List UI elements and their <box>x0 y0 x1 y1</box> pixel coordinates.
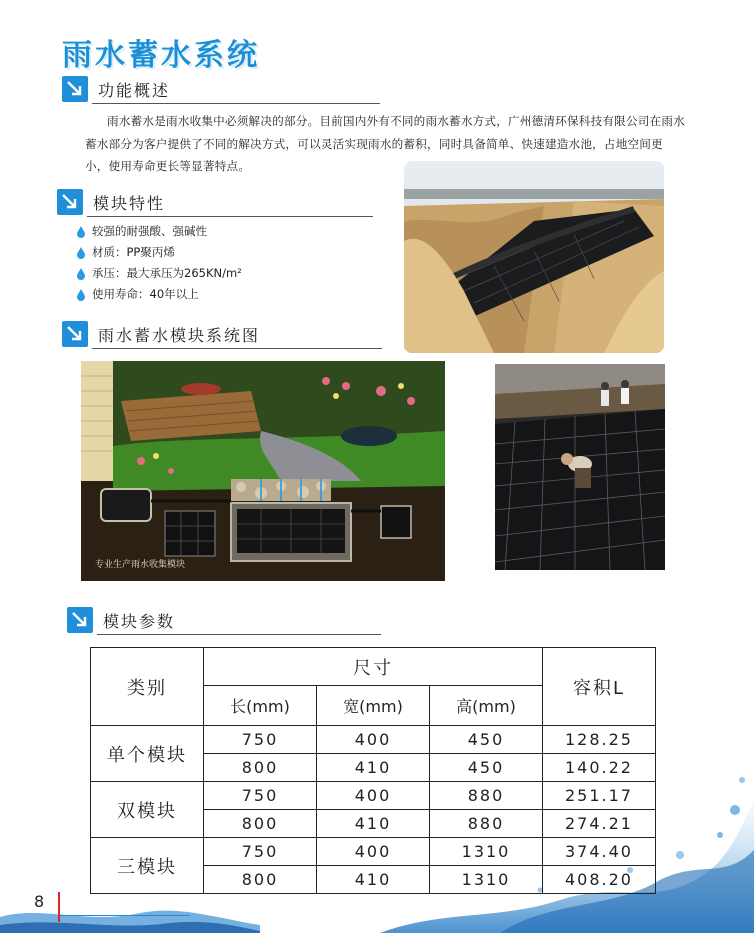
section-title: 雨水蓄水模块系统图 <box>98 326 261 345</box>
arrow-icon <box>62 76 88 102</box>
section-header-overview <box>62 76 380 104</box>
group-name: 单个模块 <box>91 726 204 782</box>
cell-height: 880 <box>430 782 543 810</box>
arrow-icon <box>67 607 93 633</box>
header-volume: 容积L <box>543 648 656 726</box>
section-header-diagram <box>62 321 382 349</box>
arrow-icon <box>62 321 88 347</box>
section-header-features <box>57 189 373 217</box>
cell-width: 410 <box>317 754 430 782</box>
cell-width: 400 <box>317 782 430 810</box>
header-height: 高(mm) <box>430 686 543 726</box>
water-drop-icon <box>76 268 86 280</box>
trench-installation-photo <box>404 161 664 353</box>
header-width: 宽(mm) <box>317 686 430 726</box>
group-name: 三模块 <box>91 838 204 894</box>
arrow-icon <box>57 189 83 215</box>
group-name: 双模块 <box>91 782 204 838</box>
cell-height: 880 <box>430 810 543 838</box>
cell-volume: 408.20 <box>543 866 656 894</box>
page-number: 8 <box>34 892 45 911</box>
cell-length: 750 <box>204 782 317 810</box>
feature-list <box>76 221 242 305</box>
water-drop-icon <box>76 226 86 238</box>
cell-length: 800 <box>204 866 317 894</box>
cell-height: 1310 <box>430 838 543 866</box>
list-item: 较强的耐强酸、强碱性 <box>76 221 242 242</box>
cell-volume: 251.17 <box>543 782 656 810</box>
table-row <box>91 726 656 754</box>
overview-paragraph: 雨水蓄水是雨水收集中必须解决的部分。目前国内外有不同的雨水蓄水方式，广州德清环保科技有限公司在雨水蓄水部分为客户提供了不同的解决方式，可以灵活实现雨水的蓄积，同时具备简单、快速建造水池，占地空间更小，使用寿命更长等显著特点。 <box>85 114 685 173</box>
section-title: 模块特性 <box>93 194 166 213</box>
module-params-table <box>90 647 656 894</box>
cell-height: 450 <box>430 754 543 782</box>
cell-volume: 374.40 <box>543 838 656 866</box>
water-drop-icon <box>76 289 86 301</box>
table-row <box>91 838 656 866</box>
worker-installation-photo <box>495 364 665 570</box>
cell-length: 750 <box>204 838 317 866</box>
cell-volume: 140.22 <box>543 754 656 782</box>
section-title: 功能概述 <box>98 81 171 100</box>
header-size: 尺寸 <box>204 648 543 686</box>
cell-volume: 274.21 <box>543 810 656 838</box>
table-row <box>91 782 656 810</box>
header-length: 长(mm) <box>204 686 317 726</box>
diagram-caption: 专业生产雨水收集模块 <box>95 560 186 570</box>
water-drop-icon <box>76 247 86 259</box>
header-category: 类别 <box>91 648 204 726</box>
section-header-params <box>67 607 381 635</box>
cell-width: 410 <box>317 866 430 894</box>
system-diagram-illustration <box>81 361 445 581</box>
footer-line <box>60 915 190 916</box>
cell-length: 750 <box>204 726 317 754</box>
list-item: 使用寿命：40年以上 <box>76 284 242 305</box>
list-item: 材质：PP聚丙烯 <box>76 242 242 263</box>
cell-length: 800 <box>204 810 317 838</box>
section-title: 模块参数 <box>103 612 176 631</box>
cell-height: 1310 <box>430 866 543 894</box>
cell-volume: 128.25 <box>543 726 656 754</box>
list-item: 承压：最大承压为265KN/m² <box>76 263 242 284</box>
cell-length: 800 <box>204 754 317 782</box>
cell-width: 400 <box>317 726 430 754</box>
cell-width: 400 <box>317 838 430 866</box>
page-title: 雨水蓄水系统 <box>62 38 260 73</box>
page-divider <box>58 892 60 922</box>
cell-height: 450 <box>430 726 543 754</box>
cell-width: 410 <box>317 810 430 838</box>
